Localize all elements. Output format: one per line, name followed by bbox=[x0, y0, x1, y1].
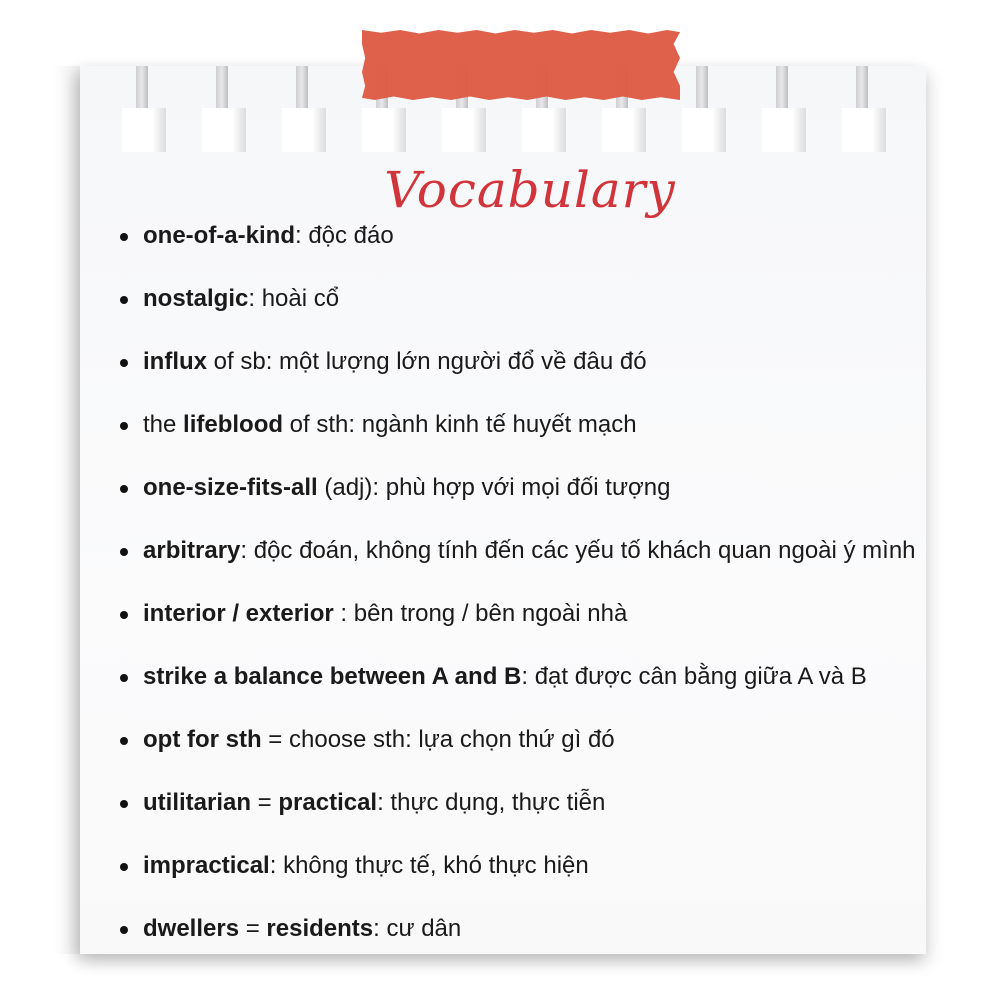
definition-text: : không thực tế, khó thực hiện bbox=[269, 852, 589, 879]
binder-ring bbox=[762, 66, 776, 152]
term-bold: influx bbox=[143, 348, 207, 375]
definition-text: : cư dân bbox=[373, 915, 462, 942]
term-bold: impractical bbox=[143, 852, 270, 879]
bullet-dot-icon bbox=[120, 800, 128, 808]
list-item bbox=[118, 216, 978, 279]
definition-text: : hoài cổ bbox=[248, 285, 340, 312]
list-item-text bbox=[143, 657, 867, 697]
definition-text: : đạt được cân bằng giữa A và B bbox=[521, 663, 867, 690]
term-bold: lifeblood bbox=[183, 411, 284, 438]
bullet-dot-icon bbox=[120, 548, 128, 556]
list-item-text bbox=[143, 720, 615, 760]
bullet-dot-icon bbox=[120, 863, 128, 871]
tape-strip bbox=[362, 30, 680, 100]
definition-text: = choose sth: lựa chọn thứ gì đó bbox=[261, 726, 615, 753]
term-bold: practical bbox=[278, 789, 378, 816]
list-item bbox=[118, 594, 978, 657]
binder-ring bbox=[842, 66, 856, 152]
term-bold: one-of-a-kind bbox=[143, 222, 295, 249]
bullet-dot-icon bbox=[120, 296, 128, 304]
list-item bbox=[118, 468, 978, 531]
list-item bbox=[118, 405, 978, 468]
list-item bbox=[118, 783, 978, 846]
list-item bbox=[118, 909, 978, 972]
term-bold: opt for sth bbox=[143, 726, 262, 753]
list-item bbox=[118, 720, 978, 783]
list-item bbox=[118, 279, 978, 342]
list-item-text bbox=[143, 279, 339, 319]
term-bold: nostalgic bbox=[143, 285, 249, 312]
paper-edge-shadow bbox=[52, 66, 82, 954]
term-bold: interior / exterior bbox=[143, 600, 334, 627]
definition-text: of sth: ngành kinh tế huyết mạch bbox=[283, 411, 637, 438]
definition-text: (adj): phù hợp với mọi đối tượng bbox=[317, 474, 671, 501]
binder-ring bbox=[682, 66, 696, 152]
bullet-dot-icon bbox=[120, 737, 128, 745]
term-bold: one-size-fits-all bbox=[143, 474, 318, 501]
vocabulary-list bbox=[118, 216, 978, 972]
list-item-text bbox=[143, 468, 670, 508]
bullet-dot-icon bbox=[120, 611, 128, 619]
term-bold: residents bbox=[266, 915, 374, 942]
list-item bbox=[118, 657, 978, 720]
list-item-text bbox=[143, 909, 461, 949]
bullet-dot-icon bbox=[120, 233, 128, 241]
definition-text: : độc đáo bbox=[294, 222, 394, 249]
definition-text: : thực dụng, thực tiễn bbox=[377, 789, 606, 816]
list-item-text bbox=[143, 216, 394, 256]
list-item-text bbox=[143, 531, 916, 571]
list-item-text bbox=[143, 405, 637, 445]
list-item-text bbox=[143, 342, 647, 382]
bullet-dot-icon bbox=[120, 674, 128, 682]
binder-ring bbox=[122, 66, 136, 152]
bullet-dot-icon bbox=[120, 359, 128, 367]
definition-text: = bbox=[239, 915, 267, 942]
term-bold: arbitrary bbox=[143, 537, 241, 564]
bullet-dot-icon bbox=[120, 422, 128, 430]
binder-ring bbox=[202, 66, 216, 152]
list-item bbox=[118, 342, 978, 405]
list-item-text bbox=[143, 594, 627, 634]
definition-text: : độc đoán, không tính đến các yếu tố khách quan ngoài ý mình bbox=[240, 537, 916, 564]
definition-text: of sb: một lượng lớn người đổ về đâu đó bbox=[207, 348, 647, 375]
definition-text: the bbox=[143, 411, 184, 438]
bullet-dot-icon bbox=[120, 485, 128, 493]
definition-text: : bên trong / bên ngoài nhà bbox=[333, 600, 628, 627]
binder-ring bbox=[282, 66, 296, 152]
term-bold: utilitarian bbox=[143, 789, 252, 816]
term-bold: dwellers bbox=[143, 915, 240, 942]
page-title: Vocabulary bbox=[384, 161, 676, 219]
list-item-text bbox=[143, 846, 589, 886]
bullet-dot-icon bbox=[120, 926, 128, 934]
list-item bbox=[118, 846, 978, 909]
list-item bbox=[118, 531, 978, 594]
term-bold: strike a balance between A and B bbox=[143, 663, 522, 690]
definition-text: = bbox=[251, 789, 279, 816]
list-item-text bbox=[143, 783, 605, 823]
